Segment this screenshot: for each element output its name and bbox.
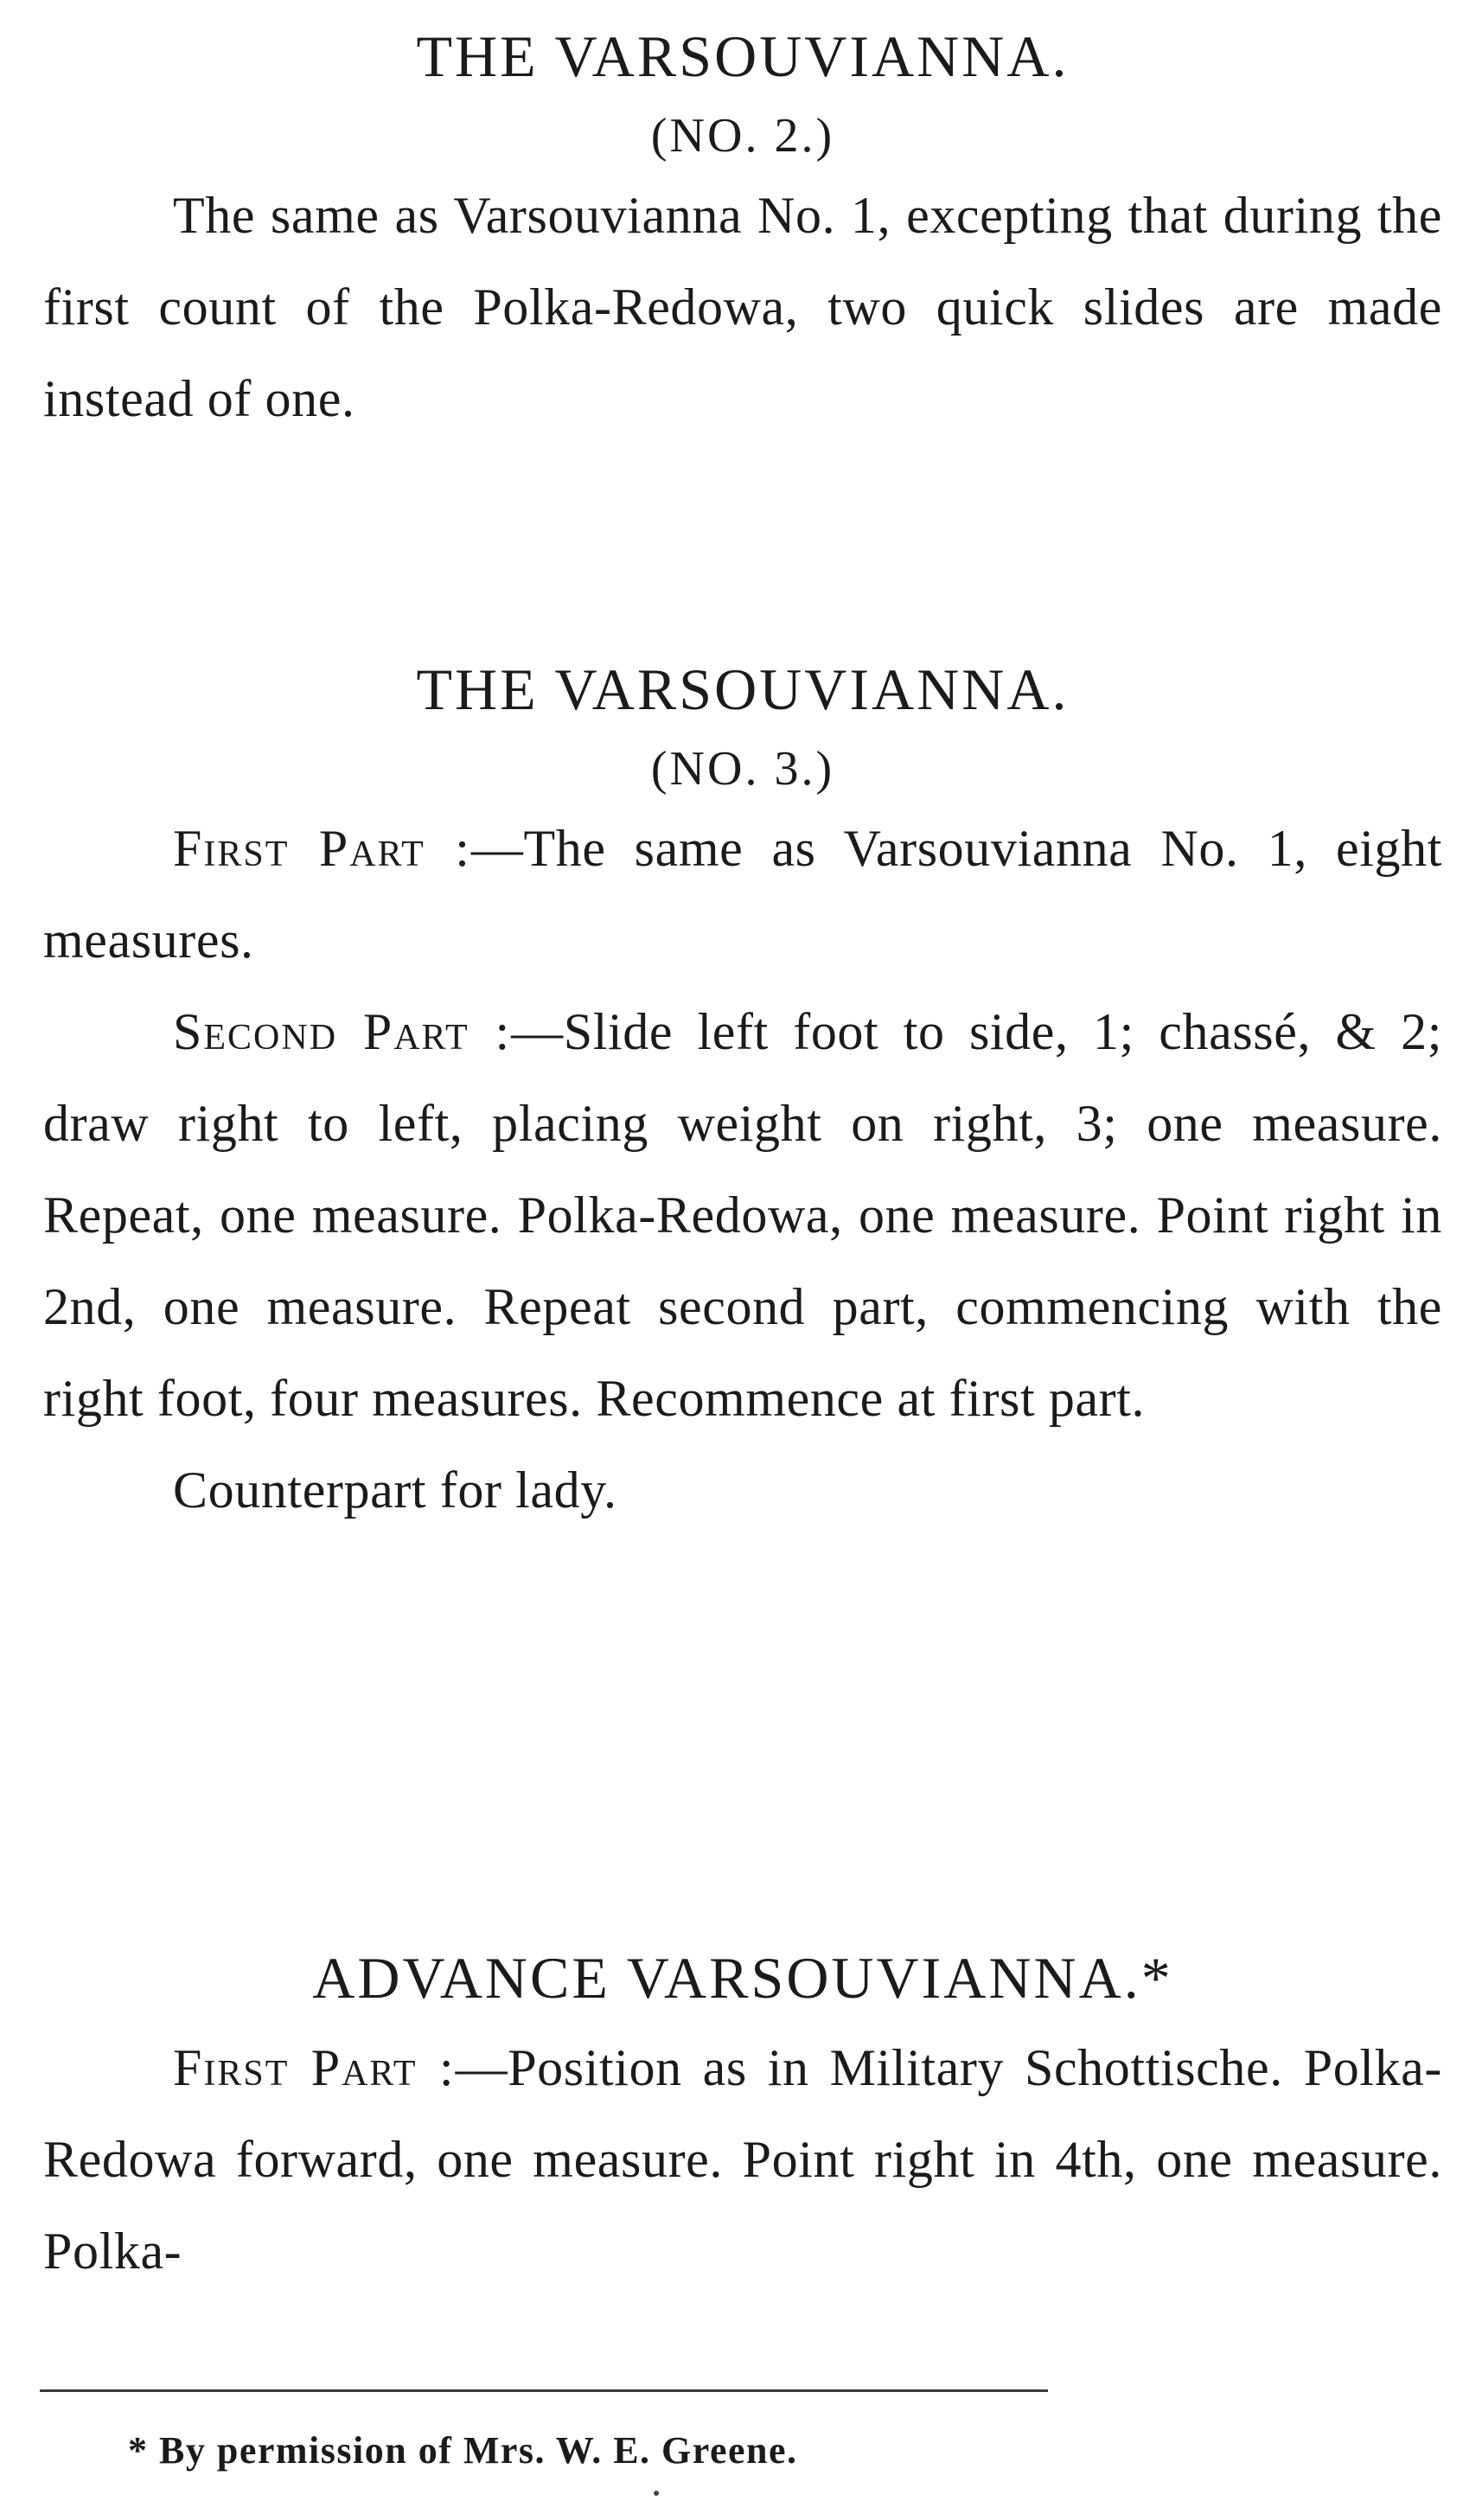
section-number: (NO. 2.) — [650, 109, 835, 163]
paragraph-lead: First Part : — [173, 820, 471, 877]
paragraph-first-part: First Part :—The same as Varsouvianna No. 1, eight measures. — [43, 820, 1442, 969]
section-title: ADVANCE VARSOUVIANNA.* — [312, 1945, 1173, 2011]
section-advance-varsouvianna — [43, 1944, 1442, 2297]
footnote: * By permission of Mrs. W. E. Greene. — [128, 2429, 798, 2472]
footnote-divider — [40, 2389, 1048, 2392]
paragraph-first-part: First Part :—Position as in Military Schottische. Polka-Redowa forward, one measure. Point right in 4th, one measure. Polka- — [43, 2039, 1442, 2280]
section-title: THE VARSOUVIANNA. — [416, 656, 1070, 722]
paragraph-second-part: Second Part :—Slide left foot to side, 1; chassé, & 2; draw right to left, placing weight on right, 3; one measure. Repeat, one measure. Polka-Redowa, one measure. Point right in 2nd, one measure. Repeat second part, commencing with the right foot, four measures. Recommence at first part. — [43, 1003, 1442, 1427]
section-title: THE VARSOUVIANNA. — [416, 23, 1070, 89]
paragraph-counterpart: Counterpart for lady. — [173, 1461, 617, 1519]
section-varsouvianna-no3 — [43, 656, 1442, 1536]
page-mark — [654, 2491, 659, 2496]
paragraph: The same as Varsouvianna No. 1, excepting that during the first count of the Polka-Redowa, two quick slides are made instead of one. — [43, 187, 1442, 427]
section-varsouvianna-no2 — [43, 22, 1442, 445]
section-number: (NO. 3.) — [650, 742, 835, 796]
paragraph-lead: First Part : — [173, 2039, 456, 2096]
paragraph-lead: Second Part : — [173, 1003, 512, 1060]
